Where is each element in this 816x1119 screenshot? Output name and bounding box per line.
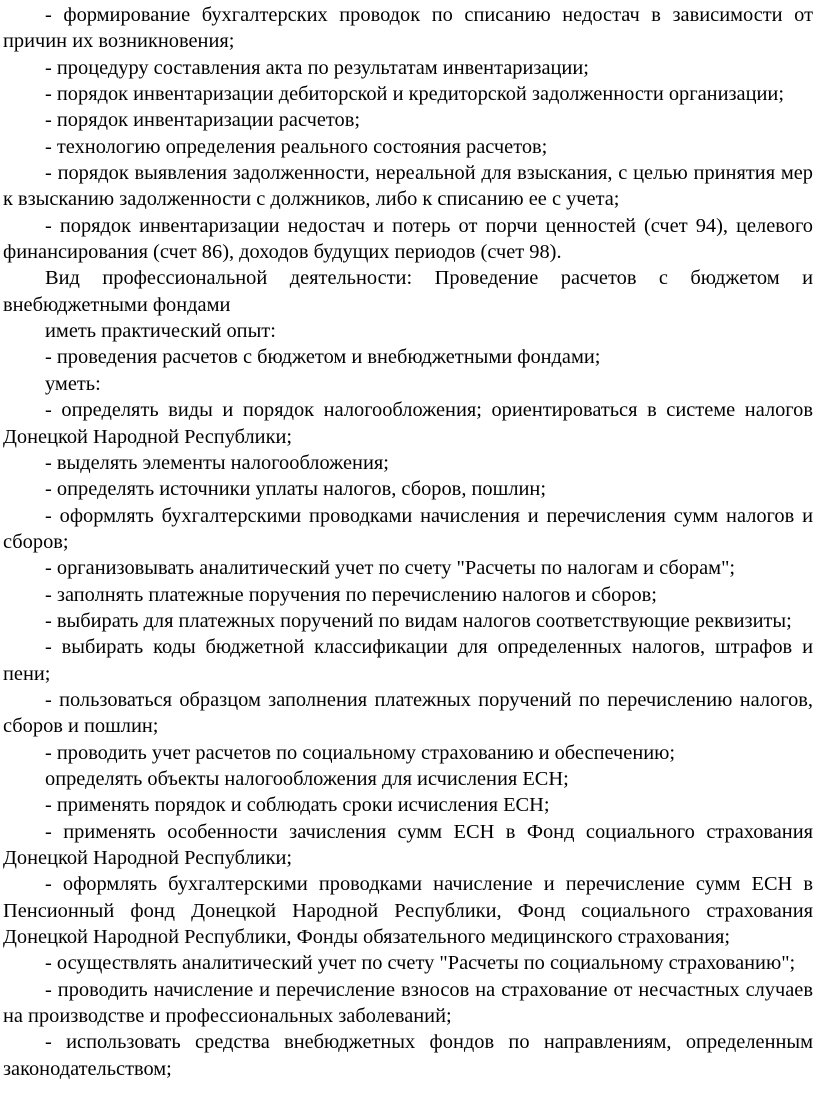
paragraph: - заполнять платежные поручения по перечислению налогов и сборов;: [45, 583, 657, 606]
paragraph: уметь:: [45, 372, 101, 395]
paragraph: - применять порядок и соблюдать сроки исчисления ЕСН;: [45, 794, 550, 817]
paragraph: - порядок инвентаризации расчетов;: [45, 109, 361, 132]
paragraph: - определять виды и порядок налогообложения; ориентироваться в системе налогов Донецкой Народной Республики;: [3, 399, 813, 448]
paragraph: - порядок инвентаризации недостач и потерь от порчи ценностей (счет 94), целевого финансирования (счет 86), доходов будущих периодов (счет 98).: [3, 214, 813, 264]
paragraph: определять объекты налогообложения для исчисления ЕСН;: [45, 767, 569, 790]
paragraph: - порядок выявления задолженности, нереальной для взыскания, с целью принятия мер к взысканию задолженности с должников, либо к списанию ее с учета;: [3, 162, 813, 211]
paragraph: - применять особенности зачисления сумм ЕСН в Фонд социального страхования Донецкой Народной Республики;: [3, 820, 813, 869]
paragraph: - формирование бухгалтерских проводок по списанию недостач в зависимости от причин их возникновения;: [3, 4, 813, 53]
paragraph: - проводить учет расчетов по социальному страхованию и обеспечению;: [45, 741, 676, 764]
paragraph: - выделять элементы налогообложения;: [45, 451, 389, 474]
paragraph: - организовывать аналитический учет по счету "Расчеты по налогам и сборам";: [45, 557, 736, 580]
paragraph: - оформлять бухгалтерскими проводками начисления и перечисления сумм налогов и сборов;: [3, 504, 813, 553]
paragraph: - выбирать коды бюджетной классификации для определенных налогов, штрафов и пени;: [3, 636, 813, 685]
paragraph: - определять источники уплаты налогов, сборов, пошлин;: [45, 478, 546, 501]
section-heading: Вид профессиональной деятельности: Проведение расчетов с бюджетом и внебюджетными фондами: [3, 267, 813, 316]
paragraph: - выбирать для платежных поручений по видам налогов соответствующие реквизиты;: [45, 609, 792, 632]
paragraph: - порядок инвентаризации дебиторской и кредиторской задолженности организации;: [45, 83, 784, 106]
paragraph: - оформлять бухгалтерскими проводками начисление и перечисление сумм ЕСН в Пенсионный фонд Донецкой Народной Республики, Фонд социального страхования Донецкой Народной Республики, Фонды обязательного медицинского страхования;: [3, 873, 813, 949]
paragraph: - технологию определения реального состояния расчетов;: [45, 135, 548, 158]
paragraph: - процедуру составления акта по результатам инвентаризации;: [45, 56, 589, 79]
paragraph: - использовать средства внебюджетных фондов по направлениям, определенным законодательством;: [3, 1031, 813, 1080]
paragraph: иметь практический опыт:: [45, 320, 276, 343]
paragraph: - пользоваться образцом заполнения платежных поручений по перечислению налогов, сборов и пошлин;: [3, 688, 813, 738]
paragraph: - проводить начисление и перечисление взносов на страхование от несчастных случаев на производстве и профессиональных заболеваний;: [3, 978, 813, 1028]
paragraph: - проведения расчетов с бюджетом и внебюджетными фондами;: [45, 346, 601, 369]
paragraph: - осуществлять аналитический учет по счету "Расчеты по социальному страхованию";: [45, 952, 796, 975]
